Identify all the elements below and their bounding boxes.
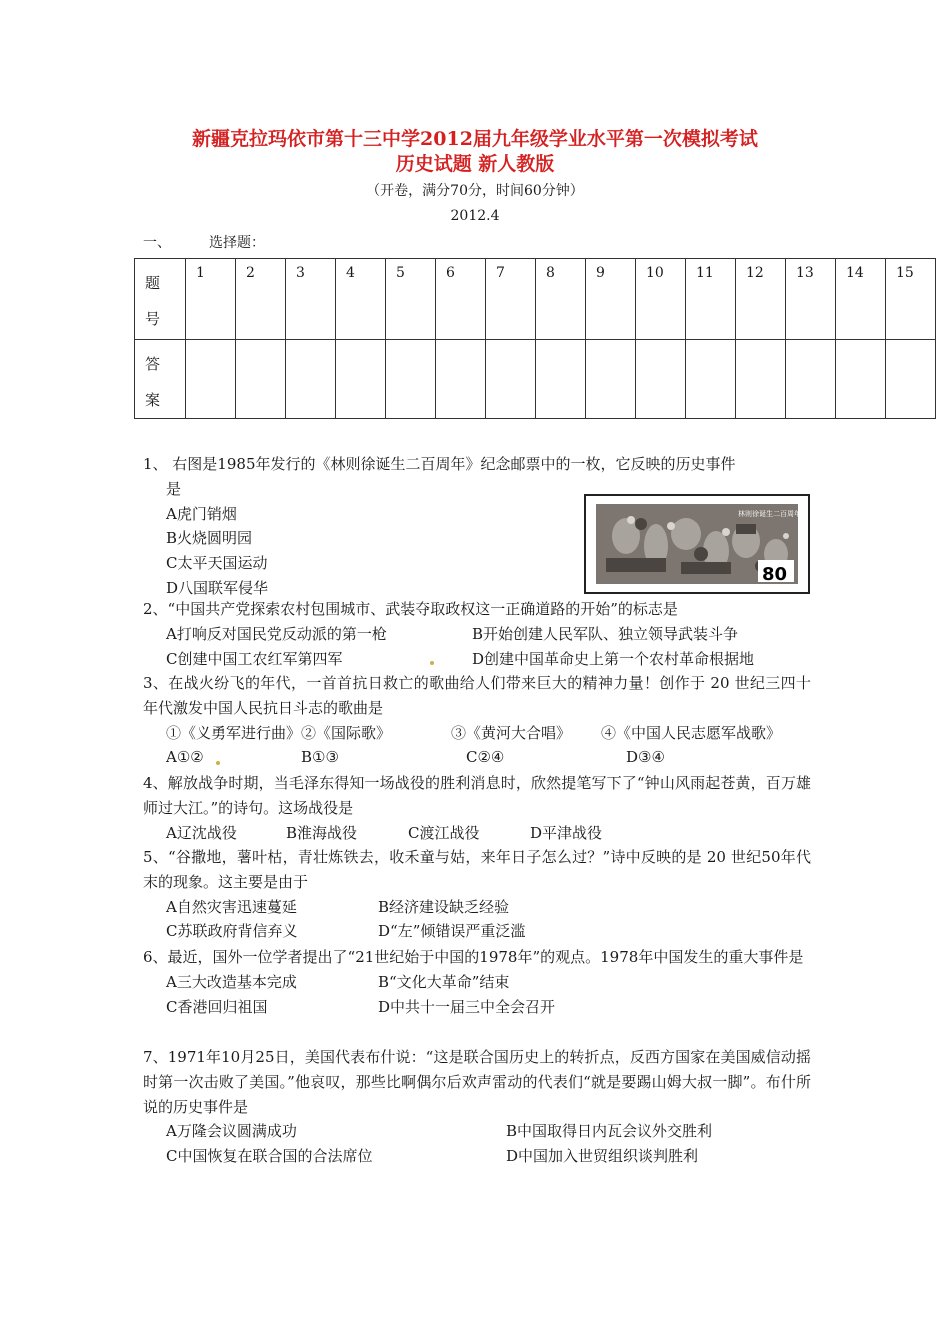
question-number-cell: 2 (236, 259, 286, 340)
option-row (143, 995, 811, 1020)
option-b[interactable]: B淮海战役 (286, 823, 358, 842)
question-number-cell: 13 (786, 259, 836, 340)
answer-cell[interactable] (586, 340, 636, 419)
answer-cell[interactable] (636, 340, 686, 419)
option-c[interactable]: C香港回归祖国 (166, 997, 268, 1016)
answer-cell[interactable] (336, 340, 386, 419)
answer-cell[interactable] (736, 340, 786, 419)
exam-date: 2012.4 (450, 208, 500, 224)
section-number: 一、 (143, 235, 171, 251)
question-number-cell: 8 (536, 259, 586, 340)
option-d[interactable]: D③④ (626, 748, 665, 767)
question-number-cell: 9 (586, 259, 636, 340)
answer-cell[interactable] (386, 340, 436, 419)
question-stem: 3、在战火纷飞的年代，一首首抗日救亡的歌曲给人们带来巨大的精神力量！创作于 20 世纪三四十年代激发中国人民抗日斗志的歌曲是 (143, 674, 811, 717)
option-row (143, 895, 811, 920)
option-b[interactable]: B开始创建人民军队、独立领导武装斗争 (472, 624, 739, 643)
option-b[interactable]: B“文化大革命”结束 (378, 972, 510, 991)
option-row (143, 745, 811, 770)
option-row (143, 970, 811, 995)
section-heading (143, 232, 265, 252)
stamp-value: 80 (762, 564, 788, 585)
option-row (143, 647, 811, 672)
item-row (143, 721, 811, 746)
question-number-cell: 10 (636, 259, 686, 340)
question-stem: 5、“谷撒地，薯叶枯，青壮炼铁去，收禾童与姑，来年日子怎么过？”诗中反映的是 20 世纪50年代末的现象。这主要是由于 (143, 848, 811, 891)
title-line-1: 新疆克拉玛依市第十三中学2012届九年级学业水平第一次模拟考试 (192, 128, 758, 150)
question-stem: 4、解放战争时期，当毛泽东得知一场战役的胜利消息时，欣然提笔写下了“钟山风雨起苍黄，百万雄师过大江。”的诗句。这场战役是 (143, 774, 811, 817)
question-number-cell: 14 (836, 259, 886, 340)
answer-cell[interactable] (486, 340, 536, 419)
option-a[interactable]: A万隆会议圆满成功 (166, 1122, 297, 1141)
question-number-cell: 11 (686, 259, 736, 340)
option-d[interactable]: D创建中国革命史上第一个农村革命根据地 (472, 649, 755, 668)
option-a[interactable]: A虎门销烟 (166, 504, 237, 523)
option-row (143, 1119, 811, 1144)
question-stem: 6、最近，国外一位学者提出了“21世纪始于中国的1978年”的观点。1978年中国发生的重大事件是 (143, 948, 804, 966)
answer-table (134, 258, 936, 419)
option-c[interactable]: C创建中国工农红军第四军 (166, 649, 343, 668)
question-stem: 1、 右图是1985年发行的《林则徐诞生二百周年》纪念邮票中的一枚，它反映的历史事件 (143, 455, 736, 473)
option-d[interactable]: D八国联军侵华 (166, 578, 269, 597)
option-b[interactable]: B①③ (301, 748, 339, 767)
number-row-header: 题 号 (135, 259, 186, 340)
answer-cell[interactable] (186, 340, 236, 419)
question-5 (143, 845, 811, 944)
option-d[interactable]: D“左”倾错误严重泛滥 (378, 922, 526, 941)
item-4: ④《中国人民志愿军战歌》 (601, 723, 782, 742)
item-3: ③《黄河大合唱》 (451, 723, 572, 742)
question-stem: 2、“中国共产党探索农村包围城市、武装夺取政权这一正确道路的开始”的标志是 (143, 600, 678, 618)
stamp-caption: 林则徐诞生二百周年 (738, 510, 801, 518)
question-number-cell: 6 (436, 259, 486, 340)
answer-cell[interactable] (536, 340, 586, 419)
option-row (143, 821, 811, 846)
option-a[interactable]: A自然灾害迅速蔓延 (166, 897, 297, 916)
option-c[interactable]: C中国恢复在联合国的合法席位 (166, 1147, 373, 1166)
option-c[interactable]: C渡江战役 (408, 823, 480, 842)
answer-cell[interactable] (436, 340, 486, 419)
item-1: ①《义勇军进行曲》 (166, 723, 302, 742)
option-a[interactable]: A辽沈战役 (166, 823, 237, 842)
option-c[interactable]: C②④ (466, 748, 505, 767)
question-number-cell: 12 (736, 259, 786, 340)
question-number-cell: 4 (336, 259, 386, 340)
option-a[interactable]: A①② (166, 748, 204, 767)
option-d[interactable]: D平津战役 (530, 823, 603, 842)
answer-cell[interactable] (236, 340, 286, 419)
option-row (143, 622, 811, 647)
question-number-cell: 1 (186, 259, 236, 340)
option-row (143, 1144, 811, 1169)
answer-cell[interactable] (836, 340, 886, 419)
option-a[interactable]: A打响反对国民党反动派的第一枪 (166, 624, 387, 643)
option-row (143, 919, 811, 944)
question-stem-cont: 是 (166, 479, 182, 498)
answer-cell[interactable] (286, 340, 336, 419)
answer-cell[interactable] (786, 340, 836, 419)
question-number-cell: 15 (886, 259, 936, 340)
question-6 (143, 945, 811, 1019)
stray-mark (430, 661, 434, 665)
item-2: ②《国际歌》 (301, 723, 392, 742)
question-1 (143, 452, 811, 601)
question-stem: 7、1971年10月25日，美国代表布什说：“这是联合国历史上的转折点，反西方国家在美国威信动摇时第一次击败了美国。”他哀叹，那些比啊偶尔后欢声雷动的代表们“就是要踢山姆大叔一脚”。布什所说的历史事件是 (143, 1048, 811, 1116)
answer-row-header: 答 案 (135, 340, 186, 419)
answer-cell[interactable] (886, 340, 936, 419)
question-7 (143, 1045, 811, 1169)
option-a[interactable]: A三大改造基本完成 (166, 972, 297, 991)
stray-mark (216, 761, 220, 765)
question-number-cell: 5 (386, 259, 436, 340)
question-number-cell: 7 (486, 259, 536, 340)
exam-info: （开卷，满分70分，时间60分钟） (366, 183, 584, 199)
question-2 (143, 597, 811, 671)
option-d[interactable]: D中共十一届三中全会召开 (378, 997, 556, 1016)
section-title: 选择题： (209, 235, 265, 251)
answer-table-number-row (135, 259, 936, 340)
option-c[interactable]: C太平天国运动 (166, 554, 268, 573)
option-b[interactable]: B火烧圆明园 (166, 529, 253, 548)
answer-table-answer-row (135, 340, 936, 419)
option-b[interactable]: B中国取得日内瓦会议外交胜利 (506, 1122, 713, 1141)
option-c[interactable]: C苏联政府背信弃义 (166, 922, 298, 941)
question-4 (143, 771, 811, 845)
answer-cell[interactable] (686, 340, 736, 419)
question-number-cell: 3 (286, 259, 336, 340)
question-3 (143, 671, 811, 770)
title-line-2: 历史试题 新人教版 (395, 153, 555, 175)
option-d[interactable]: D中国加入世贸组织谈判胜利 (506, 1147, 699, 1166)
option-b[interactable]: B经济建设缺乏经验 (378, 897, 510, 916)
